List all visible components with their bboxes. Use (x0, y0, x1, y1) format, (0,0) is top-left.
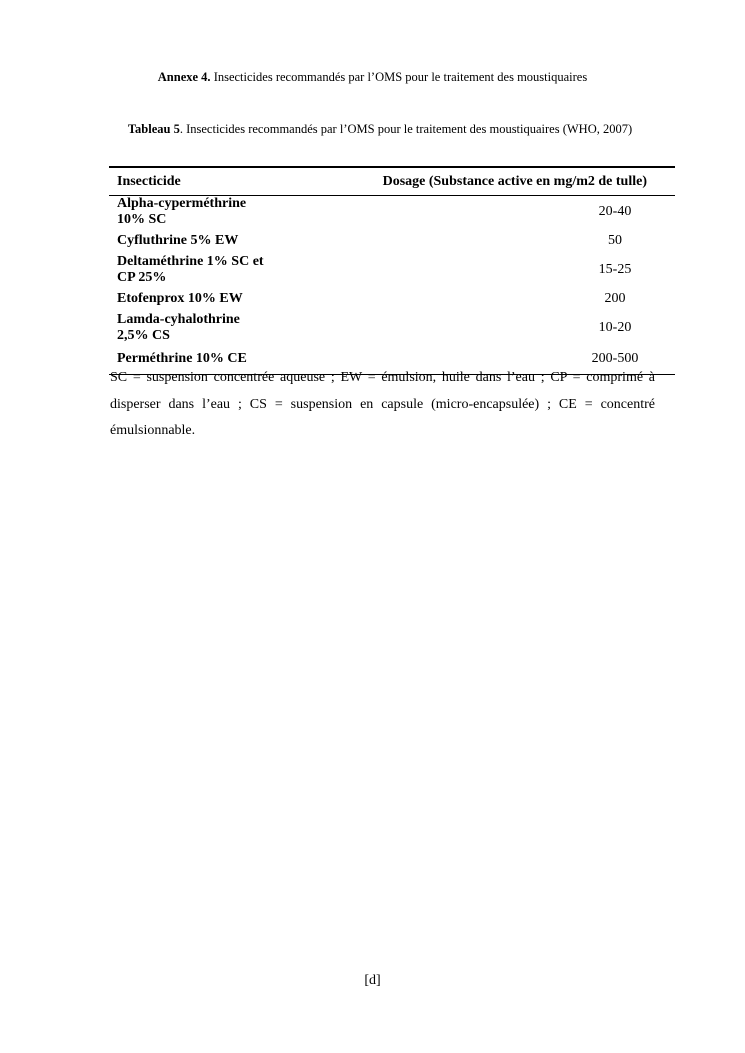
annex-title (0, 69, 745, 85)
table-row (109, 254, 675, 286)
dosage-value: 200 (604, 291, 626, 306)
table-row (109, 312, 675, 344)
abbreviation-note: SC = suspension concentrée aqueuse ; EW = émulsion, huile dans l’eau ; CP = comprimé à disperser dans l’eau ; CS = suspension en capsule (micro-encapsulée) ; CE = concentré émulsionnable. (110, 370, 655, 438)
dosage-value: 200-500 (279, 344, 675, 375)
annex-title-text: Insecticides recommandés par l’OMS pour le traitement des moustiquaires (210, 70, 588, 84)
insecticide-table (109, 166, 675, 375)
insecticide-name: Etofenprox 10% EW (117, 291, 243, 306)
page-number: [d] (364, 973, 381, 988)
insecticide-name: Cyfluthrine 5% EW (117, 233, 239, 248)
header-insecticide: Insecticide (109, 167, 279, 196)
table-caption-label: Tableau 5 (127, 122, 180, 136)
table-caption (110, 117, 650, 142)
table-row (109, 228, 675, 254)
table-header-row (109, 167, 675, 196)
dosage-value: 20-40 (598, 204, 632, 219)
table-row (109, 286, 675, 312)
dosage-value: 50 (608, 233, 622, 248)
insecticide-name: Lamda-cyhalothrine 2,5% CS (117, 312, 240, 343)
insecticide-name: Perméthrine 10% CE (109, 344, 279, 375)
annex-label: Annexe 4. (157, 70, 211, 84)
insecticide-name: Alpha-cyperméthrine 10% SC (117, 196, 247, 227)
dosage-value: 15-25 (598, 262, 632, 277)
header-dosage: Dosage (Substance active en mg/m2 de tulle) (279, 167, 675, 196)
table-caption-text: . Insecticides recommandés par l’OMS pour le traitement des moustiquaires (WHO, 2007) (179, 122, 633, 136)
table-row (109, 196, 675, 229)
dosage-value: 10-20 (598, 320, 632, 335)
insecticide-name: Deltaméthrine 1% SC et CP 25% (117, 254, 264, 285)
